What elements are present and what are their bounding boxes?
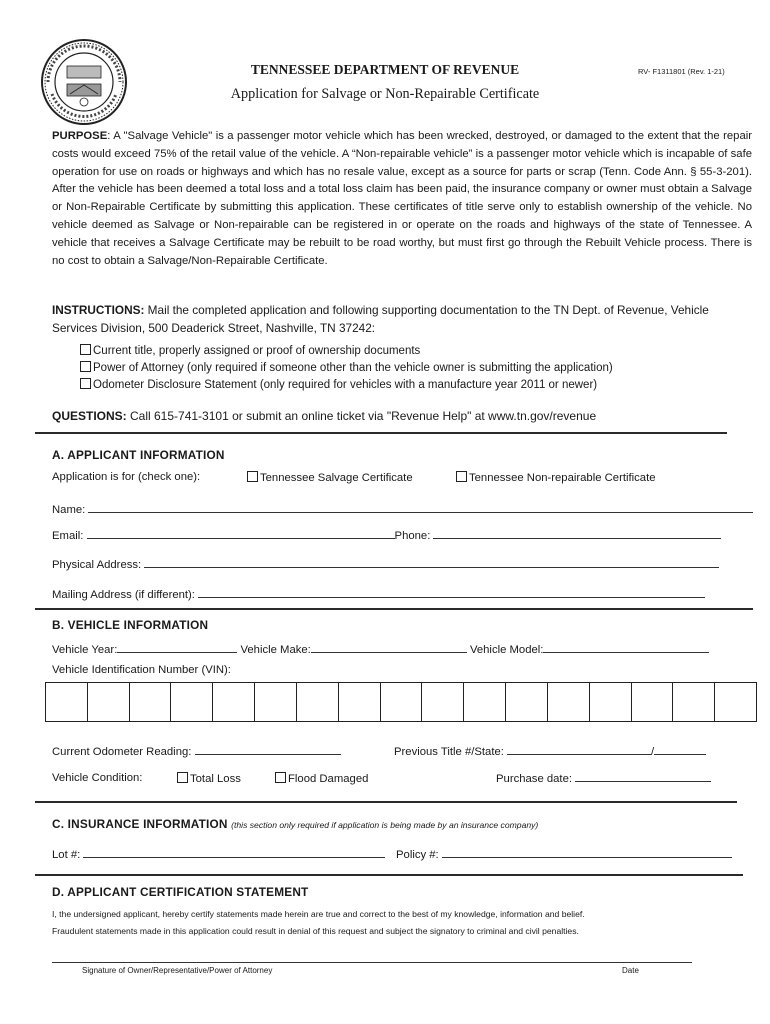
checkbox-nonrepairable[interactable]: [456, 471, 467, 482]
vehicle-year-label: Vehicle Year:: [52, 644, 118, 656]
policy-field[interactable]: [442, 846, 732, 858]
phone-field[interactable]: [433, 527, 721, 539]
vin-char-cell[interactable]: [590, 683, 632, 721]
instruction-item-label: Power of Attorney (only required if someone other than the vehicle owner is submitting the application): [93, 362, 613, 374]
purpose-paragraph: [52, 128, 752, 270]
lot-field[interactable]: [83, 846, 385, 858]
policy-label: Policy #:: [396, 849, 439, 861]
divider: [35, 874, 743, 876]
purchase-date-row: [496, 770, 711, 785]
purchase-date-field[interactable]: [575, 770, 711, 782]
option-salvage[interactable]: [247, 471, 413, 484]
instruction-item-label: Current title, properly assigned or proof of ownership documents: [93, 345, 421, 357]
policy-row: [396, 846, 732, 861]
previous-state-field[interactable]: [654, 743, 706, 755]
form-id: RV- F1311801 (Rev. 1-21): [638, 67, 725, 76]
option-nonrepairable-label: Tennessee Non-repairable Certificate: [469, 472, 656, 484]
questions-label: QUESTIONS:: [52, 409, 127, 423]
section-c-note: (this section only required if application is being made by an insurance company): [231, 820, 539, 830]
vin-char-cell[interactable]: [88, 683, 130, 721]
vin-char-cell[interactable]: [46, 683, 88, 721]
option-total-loss[interactable]: [177, 772, 241, 785]
purpose-text: : A "Salvage Vehicle" is a passenger motor vehicle which has been wrecked, destroyed, or damaged to the extent that the repair costs would exceed 75% of the retail value of the vehicle. A “Non-repairable vehicle” is a passenger motor vehicle which is incapable of safe operation for use on roads or highways and which has no resale value, except as a source for parts or scrap (Tenn. Code Ann. § 55-3-201). After the vehicle has been deemed a total loss and a total loss claim has been paid, the insurance company or owner must obtain a Salvage or Non-Repairable Certificate by submitting this application. These certificates of title serve only to establish ownership of the vehicle. No vehicle deemed as Salvage or Non-repairable can be registered in or operate on the roads and highways of the state of Tennessee. A vehicle that receives a Salvage Certificate may be rebuilt to be road worthy, but must first go through the Rebuilt Vehicle process. There is no cost to obtain a Salvage/Non-Repairable Certificate.: [52, 130, 752, 267]
checkbox-flood-damaged[interactable]: [275, 772, 286, 783]
section-b-title: B. VEHICLE INFORMATION: [52, 618, 209, 632]
vin-char-cell[interactable]: [548, 683, 590, 721]
vin-char-cell[interactable]: [715, 683, 756, 721]
instruction-item-label: Odometer Disclosure Statement (only required for vehicles with a manufacture year 2011 or newer): [93, 379, 598, 391]
flood-damaged-label: Flood Damaged: [288, 773, 369, 785]
purpose-label: PURPOSE: [52, 130, 108, 142]
section-d-title: D. APPLICANT CERTIFICATION STATEMENT: [52, 885, 309, 899]
vin-char-cell[interactable]: [255, 683, 297, 721]
vehicle-condition-label: Vehicle Condition:: [52, 772, 143, 784]
checkbox-salvage[interactable]: [247, 471, 258, 482]
checkbox-power-of-attorney[interactable]: [80, 361, 91, 372]
checkbox-odometer-statement[interactable]: [80, 378, 91, 389]
instruction-item-odometer: [80, 378, 597, 391]
vehicle-year-field[interactable]: [117, 641, 237, 653]
physical-address-row: [52, 556, 719, 571]
physical-address-label: Physical Address:: [52, 559, 142, 571]
lot-row: [52, 846, 385, 861]
name-label: Name:: [52, 504, 86, 516]
previous-title-row: Previous Title #/State: /: [394, 743, 706, 758]
divider: [35, 801, 737, 803]
physical-address-field[interactable]: [144, 556, 719, 568]
application-type-label: Application is for (check one):: [52, 471, 201, 483]
vin-char-cell[interactable]: [506, 683, 548, 721]
vin-char-cell[interactable]: [381, 683, 423, 721]
vin-input-grid: [45, 682, 757, 722]
mailing-address-label: Mailing Address (if different):: [52, 589, 195, 601]
vin-char-cell[interactable]: [297, 683, 339, 721]
checkbox-total-loss[interactable]: [177, 772, 188, 783]
vin-label: Vehicle Identification Number (VIN):: [52, 664, 231, 676]
email-field[interactable]: [87, 527, 395, 539]
purchase-date-label: Purchase date:: [496, 773, 572, 785]
vin-char-cell[interactable]: [130, 683, 172, 721]
name-field-row: [52, 501, 753, 516]
vin-char-cell[interactable]: [673, 683, 715, 721]
name-field[interactable]: [88, 501, 753, 513]
certification-line-2: Fraudulent statements made in this application could result in denial of this request and subject the signatory to criminal and civil penalties.: [52, 926, 579, 936]
instruction-item-title: [80, 344, 420, 357]
instructions-paragraph: [52, 302, 752, 338]
department-title: TENNESSEE DEPARTMENT OF REVENUE: [250, 62, 520, 77]
checkbox-current-title[interactable]: [80, 344, 91, 355]
signature-line[interactable]: [52, 962, 692, 963]
vin-char-cell[interactable]: [213, 683, 255, 721]
total-loss-label: Total Loss: [190, 773, 241, 785]
odometer-label: Current Odometer Reading:: [52, 746, 192, 758]
vin-char-cell[interactable]: [422, 683, 464, 721]
questions-text: Call 615-741-3101 or submit an online ticket via "Revenue Help" at www.tn.gov/revenue: [126, 409, 597, 423]
lot-label: Lot #:: [52, 849, 81, 861]
vin-char-cell[interactable]: [632, 683, 674, 721]
date-label: Date: [622, 966, 639, 975]
vin-char-cell[interactable]: [171, 683, 213, 721]
vehicle-make-field[interactable]: [311, 641, 467, 653]
vehicle-details-row: [52, 641, 709, 656]
email-phone-row: [52, 527, 721, 542]
vehicle-model-label: Vehicle Model:: [469, 644, 544, 656]
form-title: Application for Salvage or Non-Repairable Certificate: [230, 86, 540, 102]
mailing-address-row: [52, 586, 705, 601]
vin-char-cell[interactable]: [464, 683, 506, 721]
odometer-field[interactable]: [195, 743, 341, 755]
option-salvage-label: Tennessee Salvage Certificate: [260, 472, 413, 484]
vin-char-cell[interactable]: [339, 683, 381, 721]
instructions-text: Mail the completed application and following supporting documentation to the TN Dept. of Revenue, Vehicle Services Division, 500 Deaderick Street, Nashville, TN 37242:: [52, 303, 709, 335]
divider: [35, 432, 727, 434]
previous-title-field[interactable]: [507, 743, 651, 755]
instructions-label: INSTRUCTIONS:: [52, 303, 145, 317]
mailing-address-field[interactable]: [198, 586, 705, 598]
divider: [35, 608, 753, 610]
odometer-row: [52, 743, 341, 758]
section-c-title-row: [52, 817, 538, 831]
questions-line: [52, 409, 596, 423]
option-flood-damaged[interactable]: [275, 772, 368, 785]
option-nonrepairable[interactable]: [456, 471, 656, 484]
section-a-title: A. APPLICANT INFORMATION: [52, 448, 225, 462]
vehicle-model-field[interactable]: [543, 641, 709, 653]
instruction-item-poa: [80, 361, 613, 374]
phone-label: Phone:: [394, 530, 431, 542]
email-label: Email:: [52, 530, 84, 542]
state-seal-icon: [40, 38, 128, 126]
signature-label: Signature of Owner/Representative/Power of Attorney: [82, 966, 273, 975]
section-c-title: C. INSURANCE INFORMATION: [52, 817, 228, 831]
certification-line-1: I, the undersigned applicant, hereby certify statements made herein are true and correct to the best of my knowledge, information and belief.: [52, 909, 585, 919]
previous-title-label: Previous Title #/State:: [394, 746, 504, 758]
vehicle-make-label: Vehicle Make:: [240, 644, 311, 656]
